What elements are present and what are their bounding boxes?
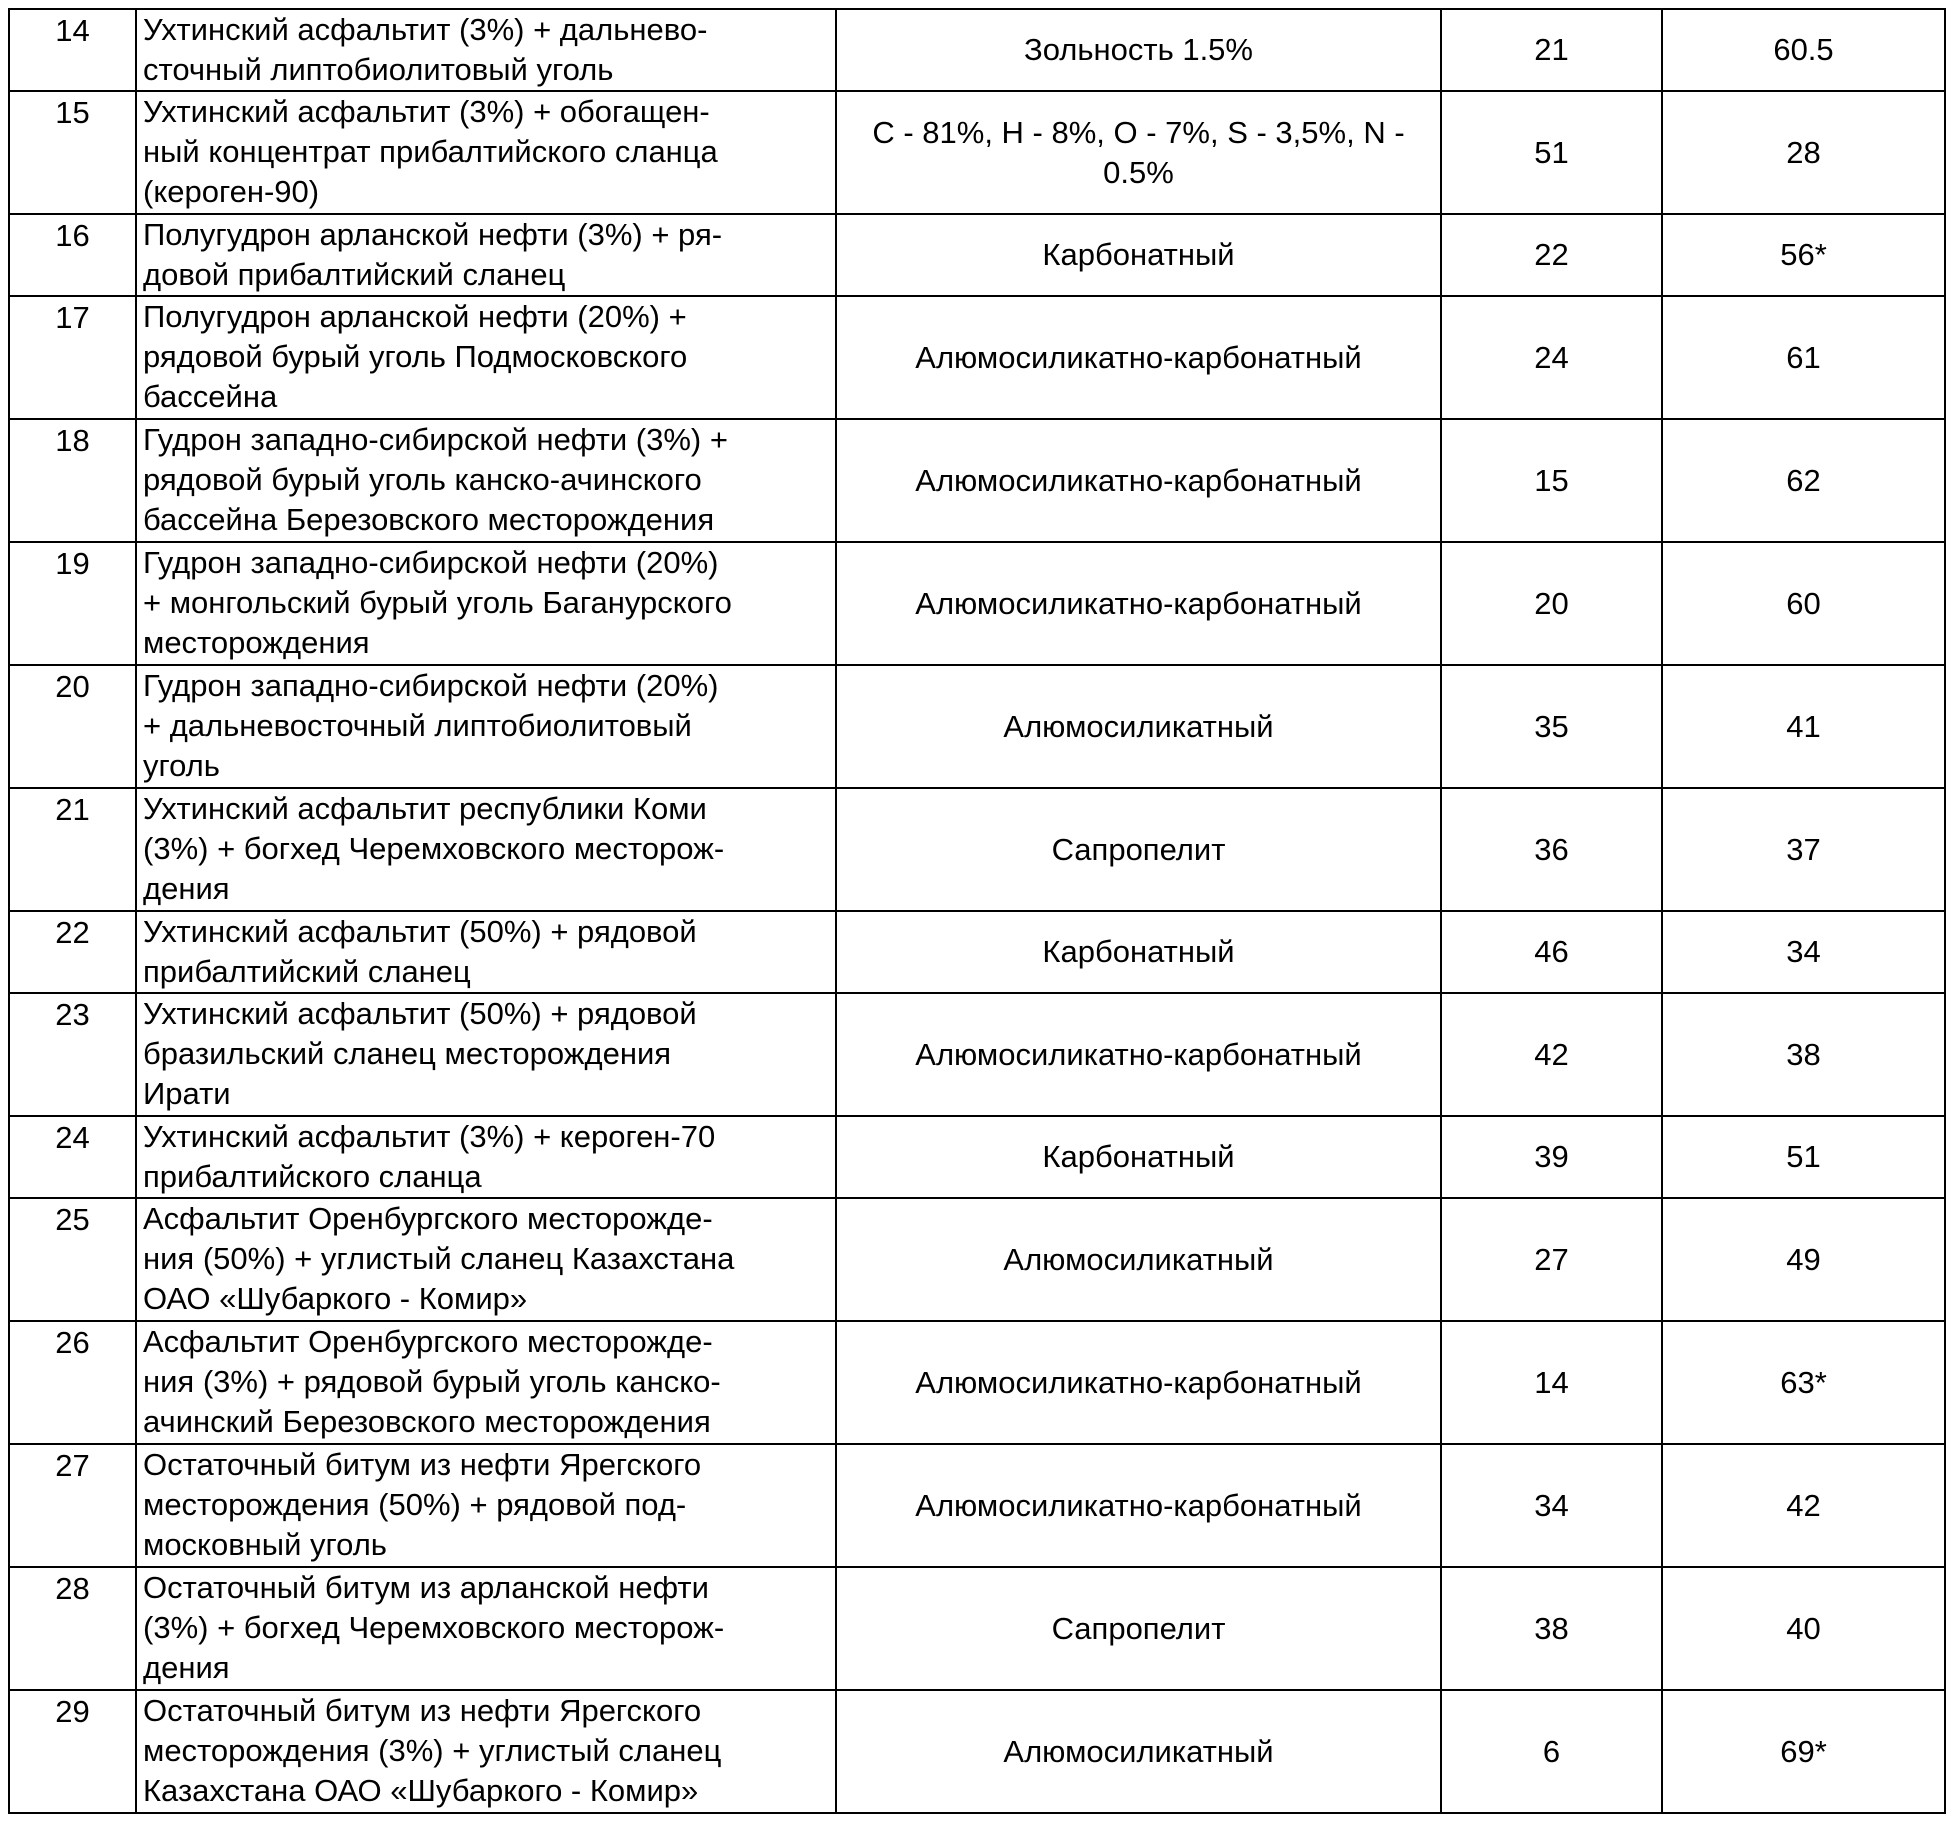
value-1: 6 — [1441, 1690, 1662, 1813]
mineral-composition: Алюмосиликатно-карбонатный — [836, 993, 1441, 1116]
table-row — [9, 542, 1945, 665]
description-line: ния (50%) + углистый сланец Казахстана — [143, 1239, 830, 1279]
mixture-description — [136, 9, 836, 91]
mixture-description — [136, 665, 836, 788]
mixture-description — [136, 1567, 836, 1690]
row-number: 24 — [9, 1116, 136, 1198]
mixture-description — [136, 214, 836, 296]
row-number: 16 — [9, 214, 136, 296]
table-row — [9, 665, 1945, 788]
value-1: 24 — [1441, 296, 1662, 419]
mineral-composition: Алюмосиликатно-карбонатный — [836, 1444, 1441, 1567]
value-1: 15 — [1441, 419, 1662, 542]
table-row — [9, 911, 1945, 993]
description-line: ОАО «Шубаркого - Комир» — [143, 1279, 830, 1319]
mixture-description — [136, 1198, 836, 1321]
table-row — [9, 993, 1945, 1116]
description-line: Гудрон западно-сибирской нефти (3%) + — [143, 420, 830, 460]
table-row — [9, 1567, 1945, 1690]
description-line: Полугудрон арланской нефти (3%) + ря- — [143, 215, 830, 255]
row-number: 22 — [9, 911, 136, 993]
value-2: 69* — [1662, 1690, 1945, 1813]
row-number: 27 — [9, 1444, 136, 1567]
row-number: 25 — [9, 1198, 136, 1321]
value-1: 46 — [1441, 911, 1662, 993]
row-number: 14 — [9, 9, 136, 91]
description-line: бассейна — [143, 377, 830, 417]
table-row — [9, 1321, 1945, 1444]
mineral-composition: Алюмосиликатный — [836, 1690, 1441, 1813]
row-number: 21 — [9, 788, 136, 911]
value-2: 42 — [1662, 1444, 1945, 1567]
description-line: (кероген-90) — [143, 172, 830, 212]
mineral-composition: Алюмосиликатно-карбонатный — [836, 296, 1441, 419]
value-2: 38 — [1662, 993, 1945, 1116]
description-line: Ирати — [143, 1074, 830, 1114]
row-number: 26 — [9, 1321, 136, 1444]
description-line: дения — [143, 1648, 830, 1688]
value-2: 61 — [1662, 296, 1945, 419]
mixture-description — [136, 296, 836, 419]
value-2: 34 — [1662, 911, 1945, 993]
table-row — [9, 788, 1945, 911]
description-line: Асфальтит Оренбургского месторожде- — [143, 1322, 830, 1362]
row-number: 15 — [9, 91, 136, 214]
mixture-description — [136, 542, 836, 665]
value-2: 40 — [1662, 1567, 1945, 1690]
table-row — [9, 1198, 1945, 1321]
description-line: сточный липтобиолитовый уголь — [143, 50, 830, 90]
description-line: Гудрон западно-сибирской нефти (20%) — [143, 543, 830, 583]
mineral-composition: Карбонатный — [836, 1116, 1441, 1198]
mixture-description — [136, 1444, 836, 1567]
value-1: 39 — [1441, 1116, 1662, 1198]
description-line: ачинский Березовского месторождения — [143, 1402, 830, 1442]
table-row — [9, 1690, 1945, 1813]
description-line: прибалтийский сланец — [143, 952, 830, 992]
description-line: Полугудрон арланской нефти (20%) + — [143, 297, 830, 337]
mineral-composition: Алюмосиликатно-карбонатный — [836, 1321, 1441, 1444]
description-line: Асфальтит Оренбургского месторожде- — [143, 1199, 830, 1239]
mineral-composition: Сапропелит — [836, 788, 1441, 911]
row-number: 19 — [9, 542, 136, 665]
mixture-description — [136, 1690, 836, 1813]
row-number: 28 — [9, 1567, 136, 1690]
data-table — [8, 8, 1946, 1814]
row-number: 29 — [9, 1690, 136, 1813]
table-row — [9, 419, 1945, 542]
table-body — [9, 9, 1945, 1813]
value-2: 37 — [1662, 788, 1945, 911]
mineral-composition: Алюмосиликатный — [836, 1198, 1441, 1321]
description-line: Ухтинский асфальтит республики Коми — [143, 789, 830, 829]
description-line: Остаточный битум из нефти Ярегского — [143, 1445, 830, 1485]
mineral-composition: Сапропелит — [836, 1567, 1441, 1690]
mixture-description — [136, 1321, 836, 1444]
value-1: 14 — [1441, 1321, 1662, 1444]
description-line: (3%) + богхед Черемховского месторож- — [143, 829, 830, 869]
row-number: 17 — [9, 296, 136, 419]
row-number: 18 — [9, 419, 136, 542]
table-row — [9, 296, 1945, 419]
mineral-composition: Карбонатный — [836, 214, 1441, 296]
mixture-description — [136, 91, 836, 214]
description-line: прибалтийского сланца — [143, 1157, 830, 1197]
description-line: московный уголь — [143, 1525, 830, 1565]
mixture-description — [136, 993, 836, 1116]
description-line: рядовой бурый уголь Подмосковского — [143, 337, 830, 377]
description-line: Гудрон западно-сибирской нефти (20%) — [143, 666, 830, 706]
mineral-composition: Алюмосиликатно-карбонатный — [836, 542, 1441, 665]
description-line: месторождения (3%) + углистый сланец — [143, 1731, 830, 1771]
description-line: бассейна Березовского месторождения — [143, 500, 830, 540]
description-line: + монгольский бурый уголь Баганурского — [143, 583, 830, 623]
description-line: (3%) + богхед Черемховского месторож- — [143, 1608, 830, 1648]
value-1: 35 — [1441, 665, 1662, 788]
description-line: Ухтинский асфальтит (3%) + дальнево- — [143, 10, 830, 50]
mixture-description — [136, 911, 836, 993]
table-row — [9, 9, 1945, 91]
value-1: 20 — [1441, 542, 1662, 665]
description-line: бразильский сланец месторождения — [143, 1034, 830, 1074]
value-2: 28 — [1662, 91, 1945, 214]
value-1: 36 — [1441, 788, 1662, 911]
mineral-composition: Зольность 1.5% — [836, 9, 1441, 91]
value-2: 51 — [1662, 1116, 1945, 1198]
description-line: Ухтинский асфальтит (3%) + кероген-70 — [143, 1117, 830, 1157]
row-number: 20 — [9, 665, 136, 788]
value-2: 60 — [1662, 542, 1945, 665]
mineral-composition: C - 81%, H - 8%, O - 7%, S - 3,5%, N - 0.5% — [836, 91, 1441, 214]
value-1: 21 — [1441, 9, 1662, 91]
description-line: Остаточный битум из нефти Ярегского — [143, 1691, 830, 1731]
value-1: 34 — [1441, 1444, 1662, 1567]
description-line: довой прибалтийский сланец — [143, 255, 830, 295]
description-line: уголь — [143, 746, 830, 786]
mixture-description — [136, 419, 836, 542]
value-1: 51 — [1441, 91, 1662, 214]
document-page — [8, 8, 1946, 1814]
value-2: 63* — [1662, 1321, 1945, 1444]
table-row — [9, 214, 1945, 296]
description-line: дения — [143, 869, 830, 909]
value-1: 27 — [1441, 1198, 1662, 1321]
value-1: 42 — [1441, 993, 1662, 1116]
description-line: Ухтинский асфальтит (50%) + рядовой — [143, 994, 830, 1034]
description-line: Ухтинский асфальтит (3%) + обогащен- — [143, 92, 830, 132]
mineral-composition: Карбонатный — [836, 911, 1441, 993]
description-line: месторождения (50%) + рядовой под- — [143, 1485, 830, 1525]
table-row — [9, 1444, 1945, 1567]
value-2: 60.5 — [1662, 9, 1945, 91]
mixture-description — [136, 788, 836, 911]
description-line: Ухтинский асфальтит (50%) + рядовой — [143, 912, 830, 952]
value-2: 62 — [1662, 419, 1945, 542]
value-1: 38 — [1441, 1567, 1662, 1690]
value-2: 56* — [1662, 214, 1945, 296]
mineral-composition: Алюмосиликатный — [836, 665, 1441, 788]
description-line: рядовой бурый уголь канско-ачинского — [143, 460, 830, 500]
table-row — [9, 1116, 1945, 1198]
description-line: месторождения — [143, 623, 830, 663]
description-line: ный концентрат прибалтийского сланца — [143, 132, 830, 172]
description-line: + дальневосточный липтобиолитовый — [143, 706, 830, 746]
mixture-description — [136, 1116, 836, 1198]
value-2: 41 — [1662, 665, 1945, 788]
description-line: ния (3%) + рядовой бурый уголь канско- — [143, 1362, 830, 1402]
description-line: Остаточный битум из арланской нефти — [143, 1568, 830, 1608]
mineral-composition: Алюмосиликатно-карбонатный — [836, 419, 1441, 542]
value-1: 22 — [1441, 214, 1662, 296]
value-2: 49 — [1662, 1198, 1945, 1321]
description-line: Казахстана ОАО «Шубаркого - Комир» — [143, 1771, 830, 1811]
row-number: 23 — [9, 993, 136, 1116]
table-row — [9, 91, 1945, 214]
